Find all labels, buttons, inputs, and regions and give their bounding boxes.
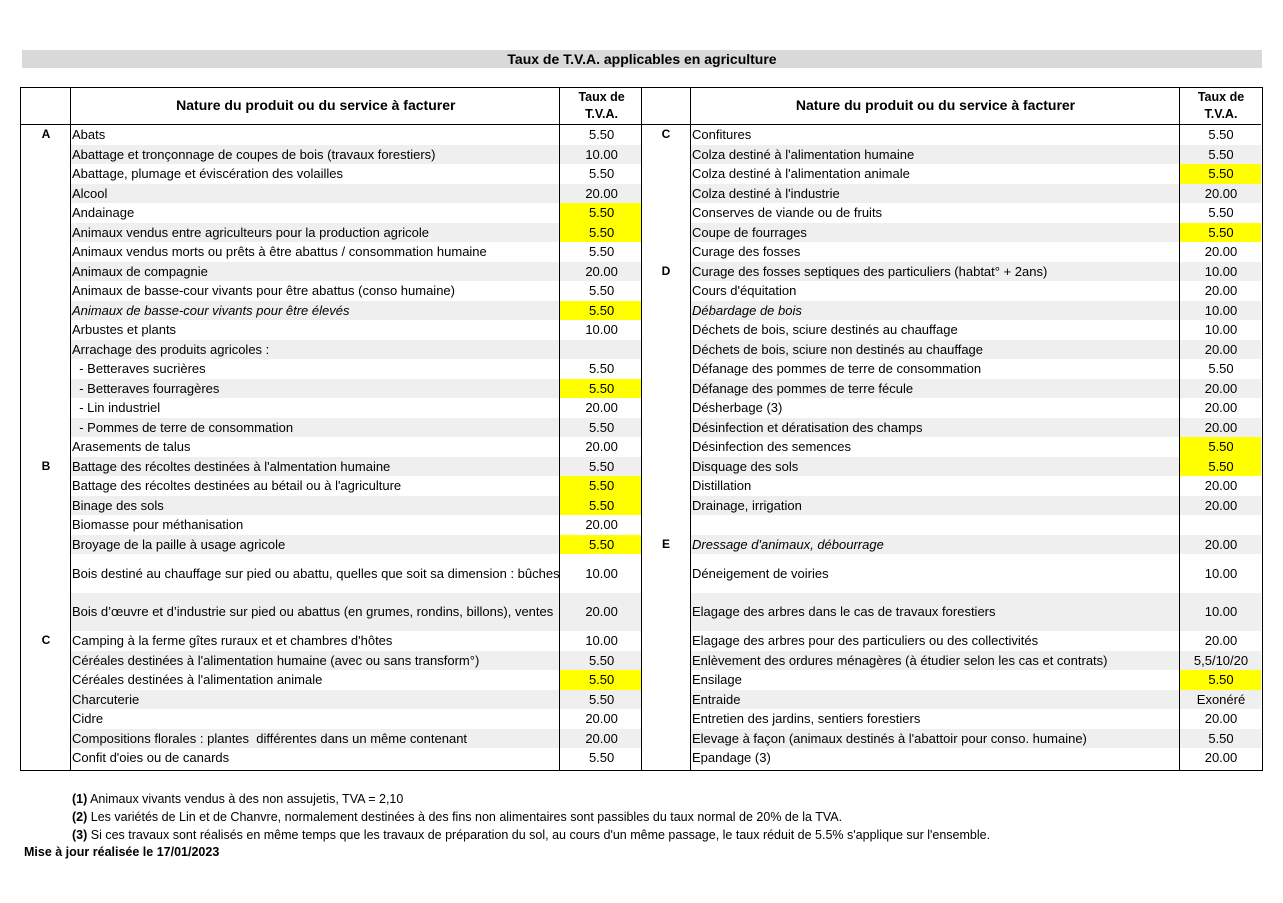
table-row — [20, 223, 642, 243]
table-row — [640, 651, 1261, 671]
row-letter — [20, 301, 70, 321]
row-nature: Elevage à façon (animaux destinés à l'abattoir pour conso. humaine) — [690, 729, 1179, 749]
row-nature: Abattage, plumage et éviscération des volailles — [72, 166, 343, 182]
row-nature: Coupe de fourrages — [690, 223, 1179, 243]
row-rate: 20.00 — [1179, 496, 1261, 516]
row-nature: Confitures — [692, 127, 752, 143]
table-body-left — [20, 125, 642, 768]
row-rate: 10.00 — [1179, 301, 1261, 321]
row-nature: - Betteraves sucrières — [72, 361, 206, 377]
row-rate: 5.50 — [1179, 729, 1261, 749]
row-nature: Animaux de basse-cour vivants pour être élevés — [70, 301, 560, 321]
table-row — [20, 281, 642, 301]
row-letter — [640, 457, 690, 477]
row-nature: Désherbage (3) — [692, 400, 783, 416]
row-letter — [20, 418, 70, 438]
row-nature: Enlèvement des ordures ménagères (à étudier selon les cas et contrats) — [690, 651, 1179, 671]
letter-header — [20, 87, 70, 125]
table-row — [20, 515, 642, 535]
table-row — [640, 340, 1261, 360]
page-title: Taux de T.V.A. applicables en agriculture — [22, 50, 1262, 68]
row-rate: 20.00 — [1179, 184, 1261, 204]
table-row — [640, 320, 1261, 340]
row-nature: Curage des fosses — [692, 244, 801, 260]
table-row — [640, 184, 1261, 204]
footnote-number: (1) — [72, 792, 88, 806]
row-rate: 10.00 — [560, 145, 642, 165]
row-nature: Distillation — [692, 478, 752, 494]
row-nature: Disquage des sols — [690, 457, 1179, 477]
table-header — [640, 87, 1261, 125]
footnotes — [72, 790, 990, 844]
row-nature: Andainage — [72, 205, 135, 221]
row-rate: 5.50 — [1208, 127, 1234, 143]
row-rate: 10.00 — [1204, 565, 1238, 581]
row-rate: 20.00 — [1204, 633, 1238, 649]
row-nature: Battage des récoltes destinées au bétail ou à l'agriculture — [72, 478, 402, 494]
row-nature: Défanage des pommes de terre de consommation — [692, 361, 982, 377]
row-rate: 5.50 — [560, 203, 642, 223]
row-letter: C — [661, 127, 671, 142]
rate-header-line2: T.V.A. — [1204, 106, 1238, 121]
row-nature: Charcuterie — [70, 690, 560, 710]
row-rate: 5.50 — [588, 244, 615, 260]
row-nature: Désinfection et dératisation des champs — [690, 418, 1179, 438]
row-letter — [20, 281, 70, 301]
row-nature: - Lin industriel — [72, 400, 161, 416]
row-nature: Epandage (3) — [692, 750, 771, 766]
table-row — [640, 398, 1261, 418]
row-rate — [560, 340, 642, 360]
table-row — [20, 379, 642, 399]
row-rate: 5.50 — [588, 283, 615, 299]
table-row — [20, 262, 642, 282]
row-rate: 20.00 — [560, 729, 642, 749]
row-nature: Arasements de talus — [72, 439, 191, 455]
row-letter: B — [41, 458, 51, 473]
table-row — [640, 631, 1261, 651]
row-nature — [690, 515, 1179, 535]
table-row — [20, 476, 642, 496]
footnote — [72, 808, 990, 826]
table-row — [640, 593, 1261, 632]
row-rate: 5.50 — [560, 535, 642, 555]
table-row — [640, 359, 1261, 379]
row-letter — [20, 515, 70, 535]
row-letter — [640, 164, 690, 184]
row-letter — [20, 359, 70, 379]
table-row — [640, 145, 1261, 165]
row-letter — [20, 748, 70, 768]
row-nature: Déchets de bois, sciure destinés au chauffage — [692, 322, 958, 338]
row-nature: Entretien des jardins, sentiers forestiers — [692, 711, 921, 727]
row-letter — [640, 398, 690, 418]
row-rate: 20.00 — [560, 593, 642, 632]
row-letter — [640, 281, 690, 301]
row-rate: 10.00 — [1179, 593, 1261, 632]
row-nature: Compositions florales : plantes différentes dans un même contenant — [70, 729, 560, 749]
row-nature: Déchets de bois, sciure non destinés au chauffage — [690, 340, 1179, 360]
row-letter — [20, 340, 70, 360]
table-row — [20, 184, 642, 204]
table-row — [640, 418, 1261, 438]
row-letter — [640, 651, 690, 671]
row-rate: 5.50 — [560, 496, 642, 516]
table-row — [640, 457, 1261, 477]
row-nature: Animaux vendus morts ou prêts à être abattus / consommation humaine — [72, 244, 487, 260]
nature-header: Nature du produit ou du service à facturer — [690, 87, 1179, 125]
row-letter — [20, 690, 70, 710]
table-body-right — [640, 125, 1261, 768]
row-rate: 5.50 — [1208, 205, 1234, 221]
row-letter — [20, 651, 70, 671]
row-rate: 5.50 — [1179, 670, 1261, 690]
row-nature: Désinfection des semences — [692, 439, 851, 455]
row-rate: 5,5/10/20 — [1179, 651, 1261, 671]
row-letter — [20, 164, 70, 184]
row-rate: 20.00 — [1179, 379, 1261, 399]
row-rate: 20.00 — [560, 262, 642, 282]
table-row — [20, 125, 642, 145]
row-nature: Animaux vendus entre agriculteurs pour la production agricole — [70, 223, 560, 243]
row-rate: 20.00 — [1179, 340, 1261, 360]
table-row — [640, 379, 1261, 399]
row-nature: Arrachage des produits agricoles : — [70, 340, 560, 360]
row-rate: 10.00 — [585, 633, 618, 649]
row-letter — [640, 748, 690, 768]
table-row — [20, 437, 642, 457]
row-letter: E — [661, 536, 670, 551]
table-row — [640, 496, 1261, 516]
table-row — [640, 515, 1261, 535]
table-row — [20, 496, 642, 516]
row-rate: 20.00 — [585, 439, 618, 455]
row-letter — [640, 145, 690, 165]
row-letter — [20, 593, 70, 632]
table-row — [20, 554, 642, 593]
row-rate: 10.00 — [585, 322, 618, 338]
row-rate: 10.00 — [585, 565, 618, 581]
row-rate: 5.50 — [588, 166, 615, 182]
table-row — [20, 203, 642, 223]
row-nature: Bois destiné au chauffage sur pied ou abattu, quelles que soit sa dimension : bûches — [72, 565, 560, 581]
row-rate: 20.00 — [1204, 711, 1238, 727]
row-nature: Animaux de compagnie — [70, 262, 560, 282]
row-nature: Binage des sols — [70, 496, 560, 516]
row-letter — [640, 729, 690, 749]
footnote-text: Animaux vivants vendus à des non assujetis, TVA = 2,10 — [87, 792, 404, 806]
row-nature: Abats — [72, 127, 106, 143]
table-row — [20, 398, 642, 418]
row-nature: - Pommes de terre de consommation — [70, 418, 560, 438]
row-letter — [20, 670, 70, 690]
footnote-number: (3) — [72, 828, 88, 842]
table-row — [20, 359, 642, 379]
row-letter — [20, 320, 70, 340]
row-nature: Entraide — [690, 690, 1179, 710]
table-row — [20, 631, 642, 651]
row-nature: Déneigement de voiries — [692, 565, 829, 581]
row-rate: 5.50 — [588, 361, 615, 377]
table-row — [20, 593, 642, 632]
row-nature: Battage des récoltes destinées à l'almentation humaine — [70, 457, 560, 477]
row-rate: Exonéré — [1179, 690, 1261, 710]
row-letter — [20, 535, 70, 555]
letter-header — [640, 87, 690, 125]
row-rate: 5.50 — [560, 379, 642, 399]
row-letter — [640, 184, 690, 204]
row-nature: - Betteraves fourragères — [70, 379, 560, 399]
row-rate: 20.00 — [1204, 244, 1238, 260]
row-letter — [20, 554, 70, 593]
row-rate: 5.50 — [560, 457, 642, 477]
rate-header-line1: Taux de — [578, 89, 625, 104]
table-row — [20, 164, 642, 184]
row-nature: Conserves de viande ou de fruits — [692, 205, 883, 221]
row-letter — [640, 242, 690, 262]
rate-header — [1179, 87, 1261, 125]
row-letter — [640, 320, 690, 340]
table-row — [20, 690, 642, 710]
row-rate: 20.00 — [585, 517, 618, 533]
table-row — [640, 476, 1261, 496]
row-nature: Dressage d'animaux, débourrage — [690, 535, 1179, 555]
table-row — [640, 748, 1261, 768]
row-rate — [1179, 515, 1261, 535]
row-letter — [20, 476, 70, 496]
row-nature: Curage des fosses septiques des particuliers (habtat° + 2ans) — [690, 262, 1179, 282]
row-nature: Défanage des pommes de terre fécule — [690, 379, 1179, 399]
table-row — [20, 301, 642, 321]
row-letter — [20, 709, 70, 729]
row-letter — [20, 437, 70, 457]
row-letter — [640, 340, 690, 360]
row-letter — [640, 359, 690, 379]
row-rate: 20.00 — [1204, 400, 1238, 416]
table-row — [640, 281, 1261, 301]
table-row — [640, 554, 1261, 593]
row-rate: 10.00 — [1204, 322, 1238, 338]
table-row — [20, 651, 642, 671]
row-rate: 5.50 — [1179, 164, 1261, 184]
footnote-number: (2) — [72, 810, 88, 824]
table-row — [640, 223, 1261, 243]
table-row — [20, 418, 642, 438]
row-letter — [20, 223, 70, 243]
table-row — [20, 748, 642, 768]
row-rate: 20.00 — [1179, 418, 1261, 438]
row-rate: 20.00 — [585, 711, 618, 727]
row-letter — [640, 631, 690, 651]
row-rate: 5.50 — [560, 476, 642, 496]
row-letter — [640, 379, 690, 399]
row-rate: 20.00 — [1204, 750, 1238, 766]
row-letter — [640, 418, 690, 438]
row-nature: Colza destiné à l'alimentation humaine — [690, 145, 1179, 165]
row-letter — [20, 496, 70, 516]
row-rate: 5.50 — [588, 750, 615, 766]
row-nature: Colza destiné à l'industrie — [690, 184, 1179, 204]
table-row — [640, 670, 1261, 690]
table-row — [640, 437, 1261, 457]
row-rate: 5.50 — [560, 670, 642, 690]
footnote — [72, 826, 990, 844]
row-rate: 10.00 — [1179, 262, 1261, 282]
row-rate: 5.50 — [1179, 223, 1261, 243]
row-rate: 5.50 — [1179, 437, 1261, 457]
row-rate: 20.00 — [1204, 478, 1238, 494]
row-nature: Céréales destinées à l'alimentation humaine (avec ou sans transform°) — [70, 651, 560, 671]
row-nature: Alcool — [70, 184, 560, 204]
row-letter: C — [41, 633, 51, 648]
table-row — [640, 125, 1261, 145]
row-letter — [20, 379, 70, 399]
row-rate: 5.50 — [560, 301, 642, 321]
row-rate: 5.50 — [588, 127, 615, 143]
row-letter — [640, 223, 690, 243]
row-nature: Camping à la ferme gîtes ruraux et et chambres d'hôtes — [72, 633, 393, 649]
row-letter — [640, 515, 690, 535]
row-letter — [640, 670, 690, 690]
rate-header — [560, 87, 642, 125]
row-letter — [640, 203, 690, 223]
row-letter — [20, 203, 70, 223]
table-row — [640, 242, 1261, 262]
row-nature: Bois d’œuvre et d’industrie sur pied ou abattus (en grumes, rondins, billons), ventes — [70, 593, 560, 632]
footnote-text: Si ces travaux sont réalisés en même temps que les travaux de préparation du sol, au cours d'un même passage, le taux réduit de 5.5% s'applique sur l'ensemble. — [87, 828, 991, 842]
rate-header-line1: Taux de — [1197, 89, 1245, 104]
row-letter: D — [661, 263, 671, 278]
table-row — [640, 164, 1261, 184]
table-row — [640, 262, 1261, 282]
rate-header-line2: T.V.A. — [585, 106, 619, 121]
row-letter — [640, 476, 690, 496]
row-nature: Animaux de basse-cour vivants pour être abattus (conso humaine) — [72, 283, 455, 299]
row-letter: A — [41, 127, 51, 142]
row-rate: 5.50 — [560, 418, 642, 438]
row-rate: 5.50 — [1179, 145, 1261, 165]
update-date: Mise à jour réalisée le 17/01/2023 — [24, 845, 220, 859]
row-nature: Confit d'oies ou de canards — [72, 750, 230, 766]
row-letter — [20, 262, 70, 282]
row-letter — [640, 496, 690, 516]
row-letter — [640, 709, 690, 729]
row-letter — [20, 145, 70, 165]
row-letter — [20, 398, 70, 418]
row-rate: 5.50 — [560, 690, 642, 710]
table-row — [20, 340, 642, 360]
row-letter — [20, 729, 70, 749]
row-nature: Elagage des arbres dans le cas de travaux forestiers — [690, 593, 1179, 632]
row-rate: 20.00 — [1204, 283, 1238, 299]
row-nature: Broyage de la paille à usage agricole — [70, 535, 560, 555]
table-row — [640, 535, 1261, 555]
footnote — [72, 790, 990, 808]
table-row — [640, 690, 1261, 710]
row-rate: 20.00 — [560, 184, 642, 204]
row-rate: 5.50 — [1179, 457, 1261, 477]
table-row — [20, 709, 642, 729]
row-nature: Céréales destinées à l'alimentation animale — [72, 672, 323, 688]
row-nature: Biomasse pour méthanisation — [72, 517, 244, 533]
table-row — [20, 242, 642, 262]
table-row — [20, 535, 642, 555]
row-rate: 5.50 — [560, 223, 642, 243]
row-nature: Cidre — [72, 711, 104, 727]
row-letter — [640, 437, 690, 457]
row-nature: Elagage des arbres pour des particuliers ou des collectivités — [692, 633, 1039, 649]
table-row — [20, 670, 642, 690]
table-row — [640, 709, 1261, 729]
table-row — [640, 729, 1261, 749]
vat-table-right — [640, 87, 1261, 768]
row-letter — [640, 554, 690, 593]
row-letter — [640, 301, 690, 321]
row-rate: 5.50 — [560, 651, 642, 671]
row-letter — [20, 242, 70, 262]
row-nature: Colza destiné à l'alimentation animale — [692, 166, 910, 182]
footnote-text: Les variétés de Lin et de Chanvre, normalement destinées à des fins non alimentaires sont passibles du taux normal de 20% de la TVA. — [87, 810, 843, 824]
row-nature: Drainage, irrigation — [690, 496, 1179, 516]
vat-table-left — [20, 87, 642, 768]
row-rate: 5.50 — [1208, 361, 1234, 377]
nature-header: Nature du produit ou du service à facturer — [70, 87, 560, 125]
row-letter — [20, 184, 70, 204]
table-header — [20, 87, 642, 125]
table-row — [20, 320, 642, 340]
row-nature: Cours d'équitation — [692, 283, 797, 299]
row-rate: 20.00 — [1179, 535, 1261, 555]
table-row — [20, 145, 642, 165]
table-row — [20, 729, 642, 749]
row-nature: Abattage et tronçonnage de coupes de bois (travaux forestiers) — [70, 145, 560, 165]
row-nature: Débardage de bois — [690, 301, 1179, 321]
row-letter — [640, 690, 690, 710]
row-letter — [640, 593, 690, 632]
table-row — [20, 457, 642, 477]
table-row — [640, 203, 1261, 223]
row-rate: 20.00 — [585, 400, 618, 416]
row-nature: Arbustes et plants — [72, 322, 177, 338]
table-row — [640, 301, 1261, 321]
row-nature: Ensilage — [692, 672, 742, 688]
